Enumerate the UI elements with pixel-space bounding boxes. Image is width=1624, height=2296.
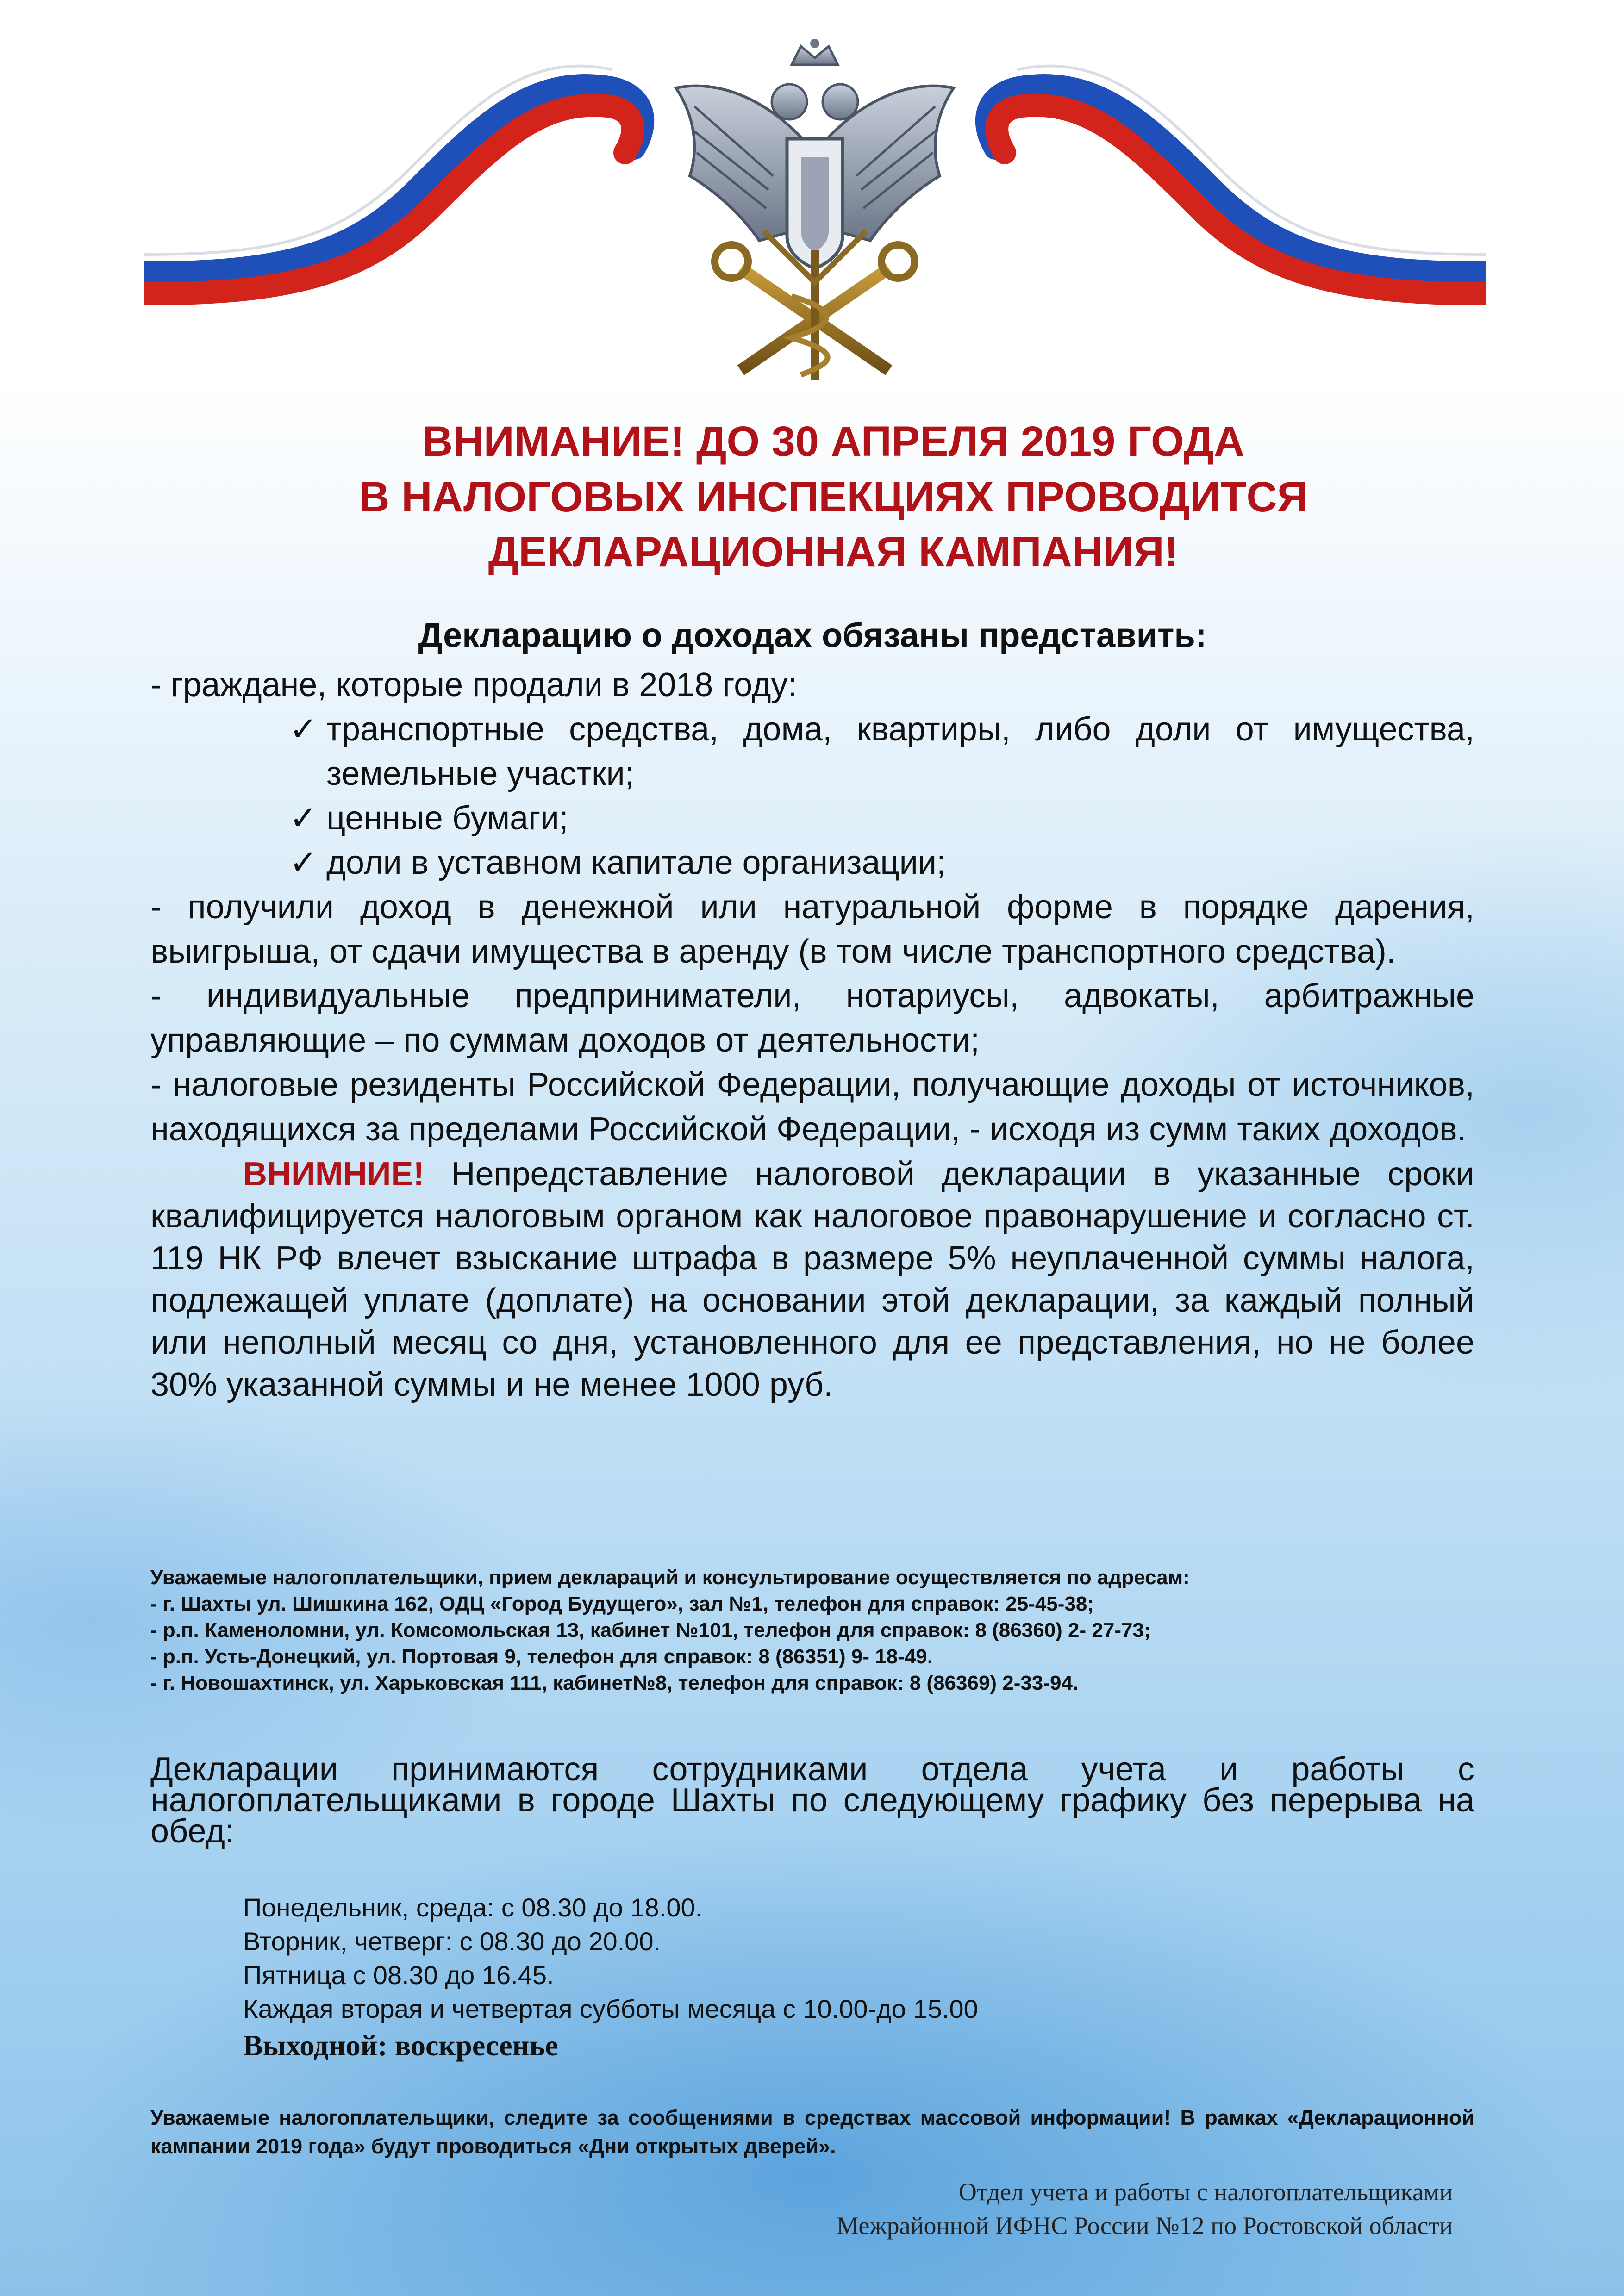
right-ribbon-icon	[977, 66, 1486, 294]
sold-intro: - граждане, которые продали в 2018 году:	[150, 666, 797, 703]
list-item	[289, 707, 1474, 796]
check-mark-icon: ✓	[289, 711, 318, 748]
list-item	[289, 796, 1474, 840]
list-item-text: ценные бумаги;	[326, 800, 568, 837]
paragraph-gift-income: - получили доход в денежной или натуральной форме в порядке дарения, выигрыша, от сдачи имущества в аренду (в том числе транспортного средства).	[150, 889, 1474, 970]
schedule-row: Пятница с 08.30 до 16.45.	[243, 1960, 554, 1990]
address-item: - р.п. Усть-Донецкий, ул. Портовая 9, телефон для справок: 8 (86351) 9- 18-49.	[150, 1645, 933, 1668]
addresses-block	[150, 1564, 1474, 1696]
emblem-with-ribbon-icon	[144, 37, 1486, 389]
schedule-intro: Декларации принимаются сотрудниками отдела учета и работы с налогоплательщиками в городе Шахты по следующему графику без перерыва на обед:	[150, 1751, 1474, 1850]
warning-text: Непредставление налоговой декларации в указанные сроки квалифицируется налоговым органом как налоговое правонарушение и согласно ст. 119 НК РФ влечет взыскание штрафа в размере 5% неуплаченной суммы налога, подлежащей уплате (доплате) на основании этой декларации, за каждый полный или неполный месяц со дня, установленного для ее представления, но не более 30% указанной суммы и не менее 1000 руб.	[150, 1156, 1474, 1403]
addresses-intro: Уважаемые налогоплательщики, прием деклараций и консультирование осуществляется по адресам:	[150, 1566, 1190, 1589]
warning-paragraph	[150, 1153, 1474, 1406]
paragraph-entrepreneurs: - индивидуальные предприниматели, нотариусы, адвокаты, арбитражные управляющие – по суммам доходов от деятельности;	[150, 977, 1474, 1059]
day-off: Выходной: воскресенье	[243, 2029, 558, 2062]
left-ribbon-icon	[144, 66, 653, 294]
paragraph-residents: - налоговые резиденты Российской Федерации, получающие доходы от источников, находящихся за пределами Российской Федерации, - исходя из сумм таких доходов.	[150, 1066, 1474, 1148]
sold-items-list	[150, 707, 1474, 885]
schedule-list	[243, 1891, 978, 2062]
check-mark-icon: ✓	[289, 800, 318, 837]
address-item: - г. Новошахтинск, ул. Харьковская 111, кабинет№8, телефон для справок: 8 (86369) 2-33-94.	[150, 1672, 1079, 1694]
list-item-text: транспортные средства, дома, квартиры, либо доли от имущества, земельные участки;	[326, 711, 1474, 792]
title-line-1: ВНИМАНИЕ! ДО 30 АПРЕЛЯ 2019 ГОДА	[422, 418, 1245, 465]
title-line-3: ДЕКЛАРАЦИОННАЯ КАМПАНИЯ!	[488, 529, 1179, 576]
signature-line-2: Межрайонной ИФНС России №12 по Ростовской области	[837, 2212, 1453, 2240]
check-mark-icon: ✓	[289, 844, 318, 881]
warning-label: ВНИМНИЕ!	[243, 1156, 425, 1193]
address-item: - р.п. Каменоломни, ул. Комсомольская 13, кабинет №101, телефон для справок: 8 (86360) 2- 27-73;	[150, 1619, 1151, 1642]
obligation-section	[150, 663, 1474, 1406]
schedule-row: Вторник, четверг: с 08.30 до 20.00.	[243, 1927, 661, 1956]
signature	[837, 2175, 1453, 2243]
schedule-row: Понедельник, среда: с 08.30 до 18.00.	[243, 1893, 703, 1922]
schedule-row: Каждая вторая и четвертая субботы месяца с 10.00-до 15.00	[243, 1994, 978, 2023]
open-days-notice: Уважаемые налогоплательщики, следите за сообщениями в средствах массовой информации! В рамках «Декларационной кампании 2019 года» будут проводиться «Дни открытых дверей».	[150, 2106, 1474, 2158]
obligation-heading: Декларацию о доходах обязаны представить:	[418, 616, 1207, 654]
address-item: - г. Шахты ул. Шишкина 162, ОДЦ «Город Будущего», зал №1, телефон для справок: 25-45-38;	[150, 1593, 1094, 1615]
list-item-text: доли в уставном капитале организации;	[326, 844, 946, 881]
list-item	[289, 840, 1474, 885]
title-line-2: В НАЛОГОВЫХ ИНСПЕКЦИЯХ ПРОВОДИТСЯ	[359, 473, 1308, 521]
page-title	[120, 414, 1546, 580]
double-headed-eagle-icon	[676, 39, 954, 380]
signature-line-1: Отдел учета и работы с налогоплательщиками	[958, 2178, 1453, 2206]
